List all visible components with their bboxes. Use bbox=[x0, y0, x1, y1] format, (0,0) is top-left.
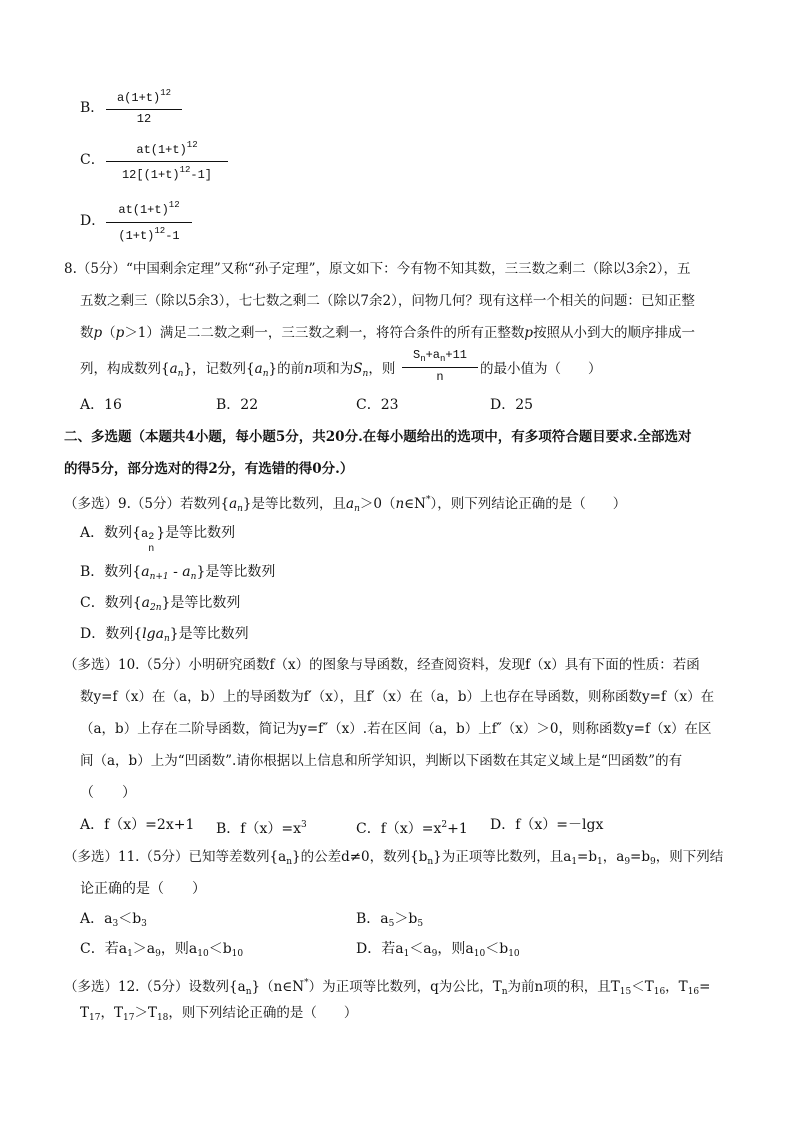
q10-line-2: 数y=f（x）在（a，b）上的导函数为f′（x），且f′（x）在（a，b）上也存在导函数，则称函数y=f（x）在 bbox=[80, 689, 715, 705]
q10-line-5: （ ） bbox=[80, 785, 136, 801]
q7-d-num-exp: 12 bbox=[168, 200, 180, 210]
q7-c-den-b: -1] bbox=[190, 168, 213, 182]
q8-option-d: D．25 bbox=[490, 397, 534, 413]
q11-line-2: 论正确的是（ ） bbox=[80, 881, 206, 897]
q8-line-1: 8.（5分）“中国剩余定理”又称“孙子定理”，原文如下：今有物不知其数，三三数之剩二（除以3余2），五 bbox=[64, 261, 691, 277]
q11-option-d: D．若$a_1<a_9$，则$a_{10}<b_{10}$ bbox=[356, 941, 520, 959]
q7-d-num: at(1+t) bbox=[118, 203, 169, 217]
q7-option-c-fraction bbox=[106, 140, 228, 184]
q12-line-1: （多选）12.（5分）设数列$\{a_n\}(n\in N^*)$为正项等比数列，q为公比，$T_n$为前n项的积，且$T_{15}<T_{16}$，$T_{16}=$ bbox=[64, 978, 711, 997]
q7-d-den-a: (1+t) bbox=[118, 229, 155, 243]
q10-option-a: A．f（x）=2x+1 bbox=[80, 817, 195, 833]
q10-line-1: （多选）10.（5分）小明研究函数f（x）的图象与导函数，经查阅资料，发现f（x）具有下面的性质：若函 bbox=[64, 657, 700, 673]
q7-option-c-label: C． bbox=[80, 152, 105, 168]
q8-line-2: 五数之剩三（除以5余3），七七数之剩二（除以7余2），问物几何？现有这样一个相关的问题：已知正整 bbox=[80, 293, 695, 309]
q8-line-4a: 列，构成数列$\{a_n\}$，记数列$\{a_n\}$的前n项和为$S_n$，则 bbox=[80, 361, 396, 379]
q9-option-a: A．数列{a 2 n }是等比数列 bbox=[80, 525, 236, 555]
q7-option-d-label: D． bbox=[80, 213, 106, 229]
q7-b-den: 12 bbox=[136, 112, 152, 126]
section2-title-line-2: 的得5分，部分选对的得2分，有选错的得0分.） bbox=[64, 461, 354, 477]
q7-d-den-exp: 12 bbox=[154, 226, 166, 236]
q7-option-b-label: B． bbox=[80, 100, 105, 116]
q10-option-d: D．f（x）=－lgx bbox=[490, 817, 604, 833]
q8-option-c: C．23 bbox=[356, 397, 399, 413]
q7-c-num: at(1+t) bbox=[136, 143, 187, 157]
q11-option-a: A．$a_3<b_3$ bbox=[80, 911, 147, 929]
q7-b-num: a(1+t) bbox=[116, 91, 161, 105]
q8-line-4b: 的最小值为（ ） bbox=[480, 361, 602, 377]
section2-title-line-1: 二、多选题（本题共4小题，每小题5分，共20分.在每小题给出的选项中，有多项符合题目要求.全部选对 bbox=[64, 429, 692, 445]
q7-b-num-exp: 12 bbox=[160, 88, 172, 98]
q7-d-den-b: -1 bbox=[165, 229, 180, 243]
q11-line-1: （多选）11.（5分）已知等差数列$\{a_n\}$的公差d≠0，数列$\{b_n\}$为正项等比数列，且$a_1=b_1$，$a_9=b_9$，则下列结 bbox=[64, 849, 724, 867]
q7-c-den-exp: 12 bbox=[179, 165, 191, 175]
q10-line-3: （a，b）上存在二阶导函数，简记为y=f″（x）.若在区间（a，b）上f″（x）＞0，则称函数y=f（x）在区 bbox=[80, 721, 712, 737]
q8-option-a: A．16 bbox=[80, 397, 122, 413]
q8-option-b: B．22 bbox=[216, 397, 259, 413]
q9-option-d: D．数列{lga$_n$}是等比数列 bbox=[80, 626, 249, 644]
q9-stem: （多选）9.（5分）若数列$\{a_n\}$是等比数列，且$a_n>0(n\in N^*)$，则下列结论正确的是（ ） bbox=[64, 495, 627, 514]
q10-line-4: 间（a，b）上为“凹函数”.请你根据以上信息和所学知识，判断以下函数在其定义域上是“凹函数”的有 bbox=[80, 753, 683, 769]
q7-c-den-a: 12[(1+t) bbox=[121, 168, 180, 182]
q9-option-b: B．数列$\{a_{n+1} - a_n\}$是等比数列 bbox=[80, 564, 276, 582]
q9-option-c: C．数列$\{a_{2n}\}$是等比数列 bbox=[80, 595, 241, 613]
q8-line-3: 数p（p＞1）满足二二数之剩一，三三数之剩一，将符合条件的所有正整数p按照从小到大的顺序排成一 bbox=[80, 325, 696, 341]
q12-line-2: $T_{17}$，$T_{17}>T_{18}$，则下列结论正确的是（ ） bbox=[80, 1005, 358, 1023]
q7-option-d-fraction bbox=[106, 200, 192, 246]
q11-option-c: C．若$a_1>a_9$，则$a_{10}<b_{10}$ bbox=[80, 941, 244, 959]
q10-option-b: B．$f(x)=x^3$ bbox=[216, 820, 307, 837]
q7-option-b-fraction bbox=[106, 88, 182, 130]
q7-c-num-exp: 12 bbox=[186, 140, 198, 150]
q11-option-b: B．$a_5>b_5$ bbox=[356, 911, 424, 929]
q8-fraction: $S_n+a_n+11$ n bbox=[402, 348, 478, 388]
q10-option-c: C．$f(x)=x^2+1$ bbox=[356, 820, 468, 837]
